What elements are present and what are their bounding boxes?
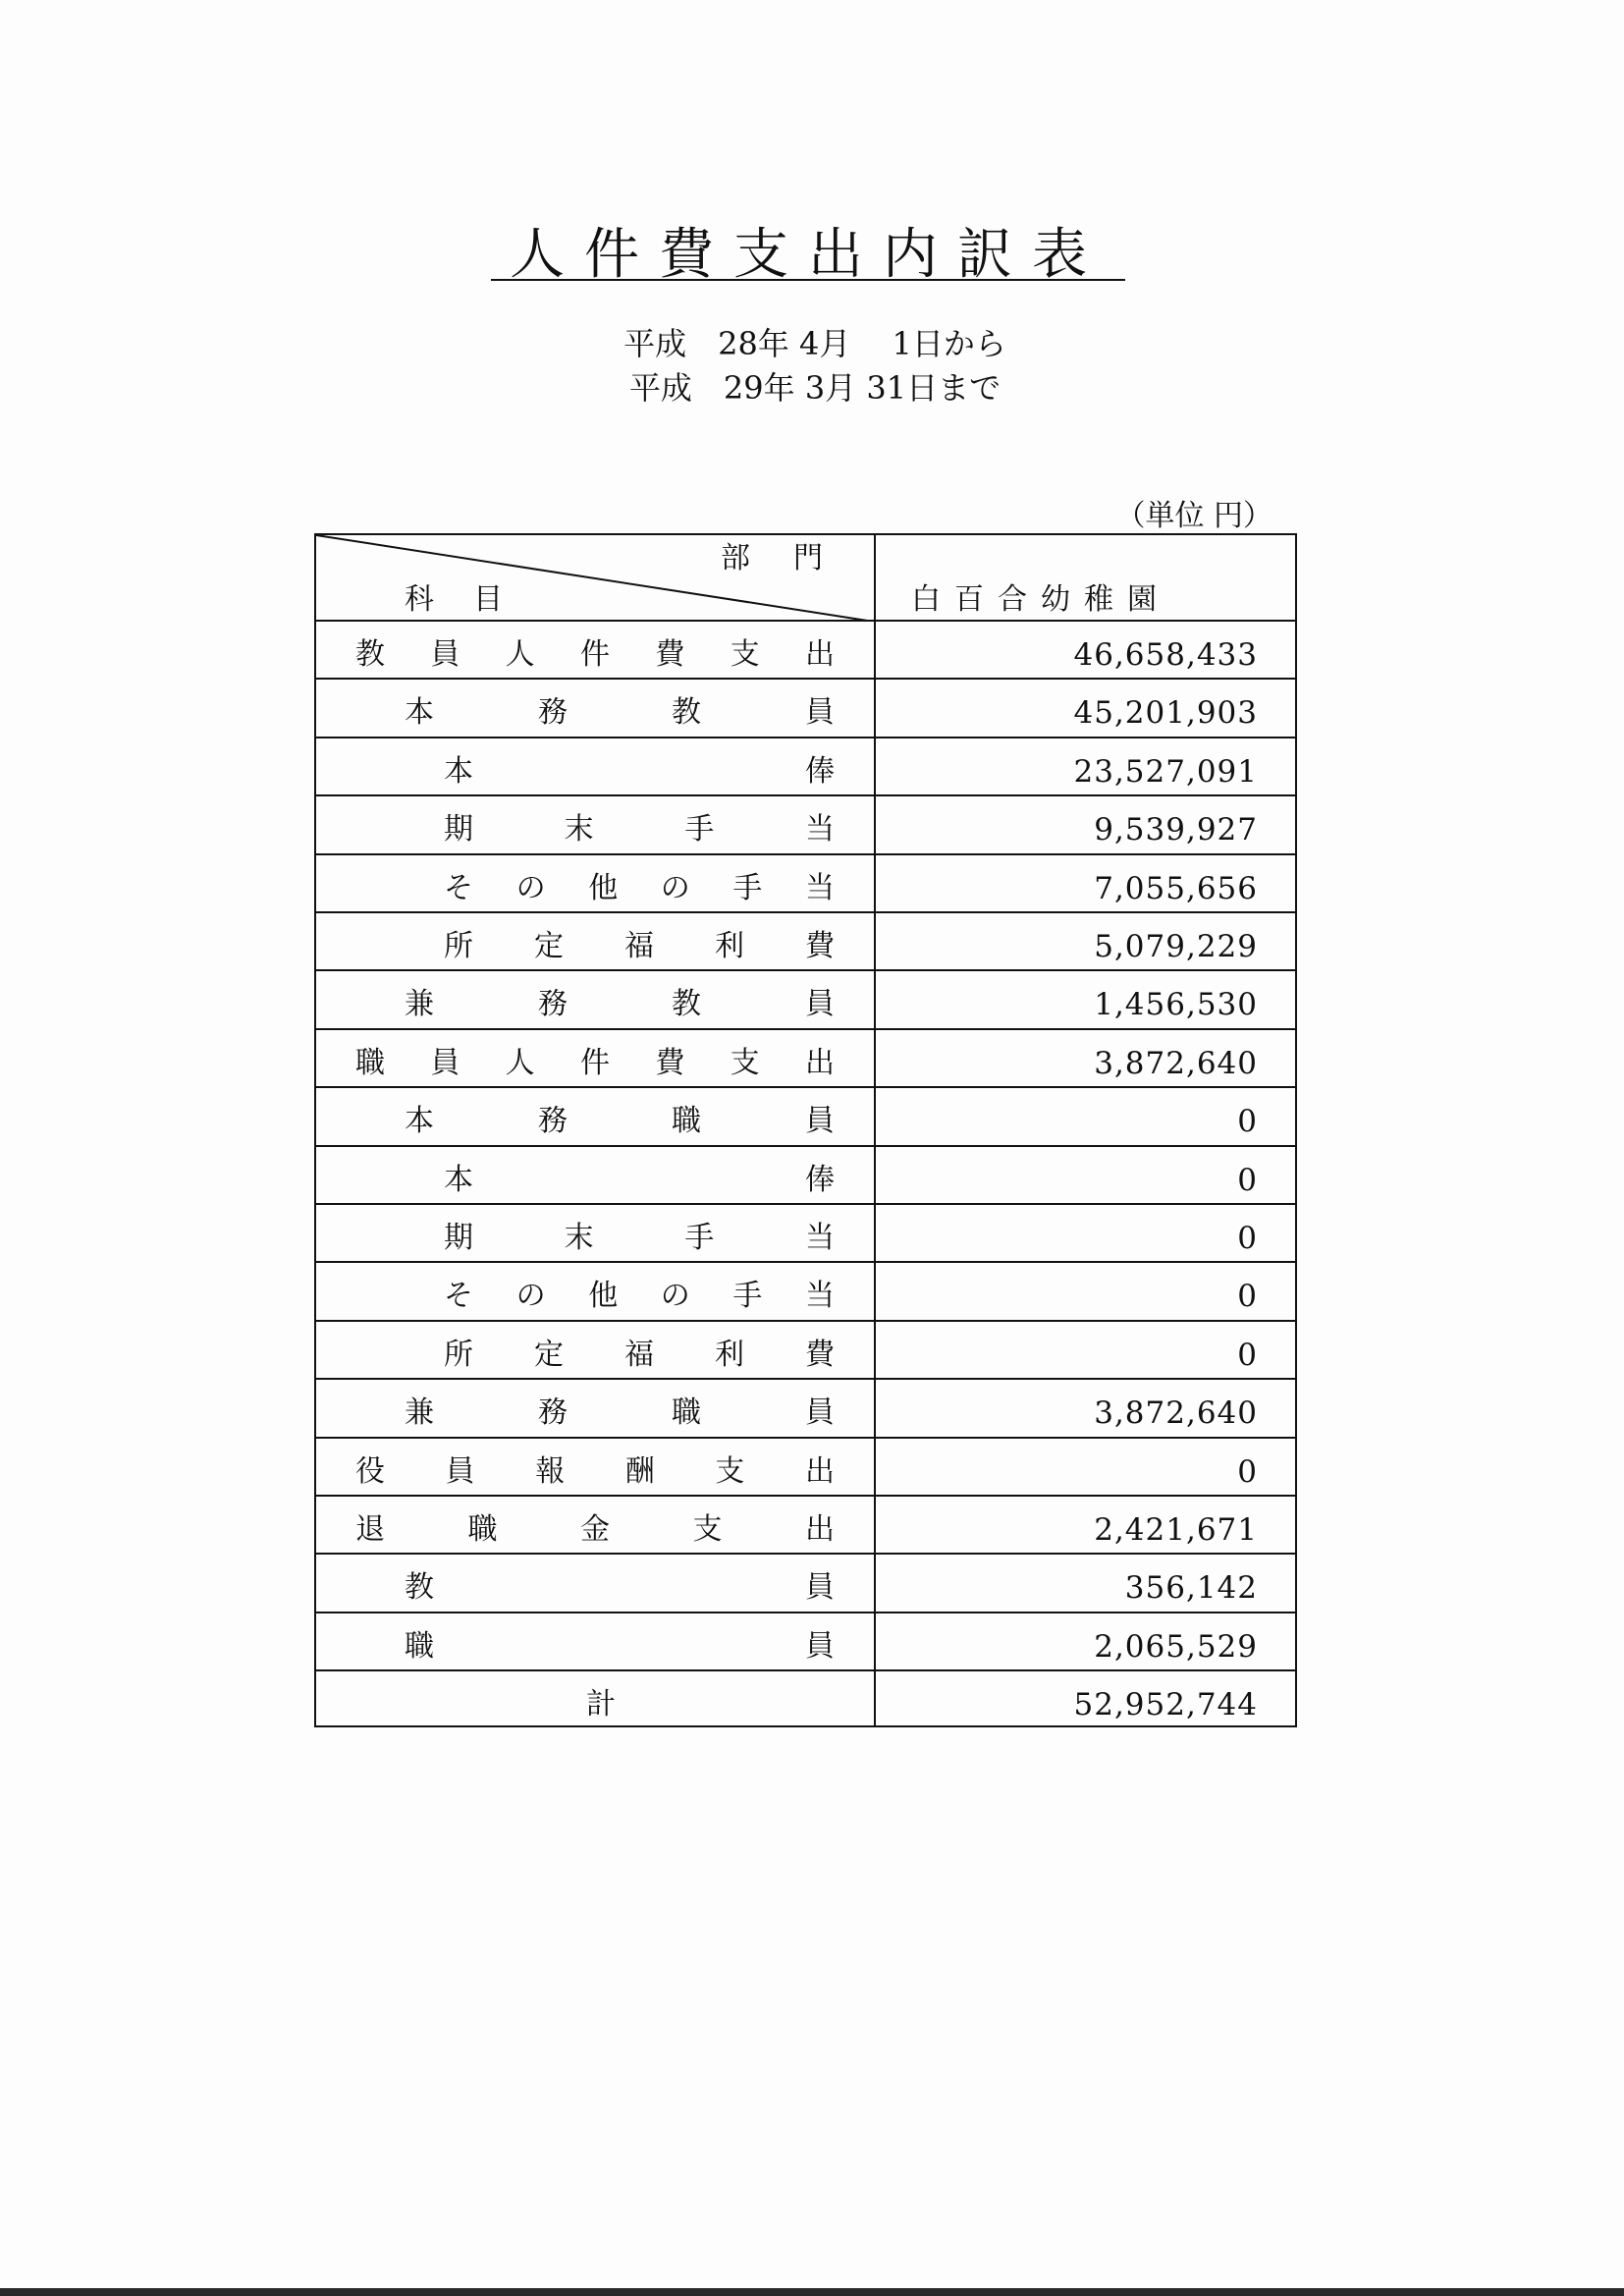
row-label: 兼 務 職 員: [405, 1395, 835, 1431]
table-row: [316, 1322, 1295, 1380]
row-label: 本 俸: [444, 753, 835, 789]
row-amount: 46,658,433: [1073, 637, 1258, 673]
table-row: [316, 1555, 1295, 1613]
table-row: [316, 738, 1295, 796]
row-label: 兼 務 教 員: [405, 987, 835, 1022]
row-amount: 2,065,529: [1094, 1628, 1258, 1665]
table-row: [316, 913, 1295, 971]
expense-table: [314, 533, 1297, 1727]
table-row: [316, 1088, 1295, 1146]
table-header: [316, 535, 1295, 622]
row-amount: 0: [1237, 1279, 1258, 1315]
table-row: [316, 1613, 1295, 1671]
row-amount: 0: [1237, 1221, 1258, 1256]
row-amount: 7,055,656: [1094, 870, 1258, 906]
row-amount: 356,142: [1124, 1570, 1258, 1607]
table-row: [316, 855, 1295, 913]
row-amount: 23,527,091: [1073, 753, 1258, 790]
table-row: [316, 1380, 1295, 1438]
row-amount: 3,872,640: [1094, 1395, 1258, 1432]
row-label: 期 末 手 当: [444, 1221, 835, 1255]
row-label: 教 員: [405, 1570, 835, 1606]
row-amount: 3,872,640: [1094, 1045, 1258, 1081]
row-amount: 5,079,229: [1094, 929, 1258, 964]
header-school: 白百合幼稚園: [911, 582, 1170, 617]
row-amount: 52,952,744: [1073, 1687, 1258, 1723]
row-amount: 0: [1237, 1104, 1258, 1140]
row-label: 退 職 金 支 出: [355, 1512, 835, 1547]
row-label: そ の 他 の 手 当: [444, 1279, 835, 1314]
row-amount: 9,539,927: [1094, 812, 1258, 848]
row-label: 本 俸: [444, 1162, 835, 1197]
table-row: [316, 1147, 1295, 1205]
row-label: 本 務 教 員: [405, 695, 835, 731]
header-subject: 科目: [405, 582, 542, 617]
table-row: [316, 1030, 1295, 1088]
scan-edge: [0, 2288, 1624, 2296]
header-department: 部門: [721, 541, 866, 575]
row-label: 職 員 人 件 費 支 出: [355, 1045, 835, 1080]
table-row: [316, 1205, 1295, 1263]
row-label: そ の 他 の 手 当: [444, 870, 835, 905]
row-amount: 0: [1237, 1162, 1258, 1198]
row-amount: 45,201,903: [1073, 695, 1258, 732]
row-amount: 1,456,530: [1094, 987, 1258, 1023]
title-underline: [491, 279, 1125, 281]
row-label: 期 末 手 当: [444, 812, 835, 847]
table-row: [316, 1263, 1295, 1321]
row-amount: 0: [1237, 1453, 1258, 1490]
row-amount: 2,421,671: [1094, 1512, 1258, 1548]
page-title: 人件費支出内訳表: [510, 223, 1107, 287]
row-amount: 0: [1237, 1337, 1258, 1373]
row-label: 所 定 福 利 費: [444, 1337, 835, 1372]
table-row: [316, 796, 1295, 854]
period-from: 平成 28年 4月 1日から: [623, 325, 1006, 362]
table-row: [316, 1439, 1295, 1497]
row-label: 本 務 職 員: [405, 1104, 835, 1139]
period-to: 平成 29年 3月 31日まで: [628, 369, 1001, 407]
row-label: 職 員: [405, 1628, 835, 1664]
row-label: 教 員 人 件 費 支 出: [355, 637, 835, 672]
table-row: [316, 1671, 1295, 1729]
table-row: [316, 680, 1295, 738]
table-row: [316, 971, 1295, 1029]
table-row: [316, 1497, 1295, 1555]
unit-label: （単位 円）: [1115, 499, 1272, 533]
row-label: 役 員 報 酬 支 出: [355, 1453, 835, 1489]
table-row: [316, 622, 1295, 680]
row-label: 所 定 福 利 費: [444, 929, 835, 963]
row-label: 計: [586, 1687, 616, 1722]
